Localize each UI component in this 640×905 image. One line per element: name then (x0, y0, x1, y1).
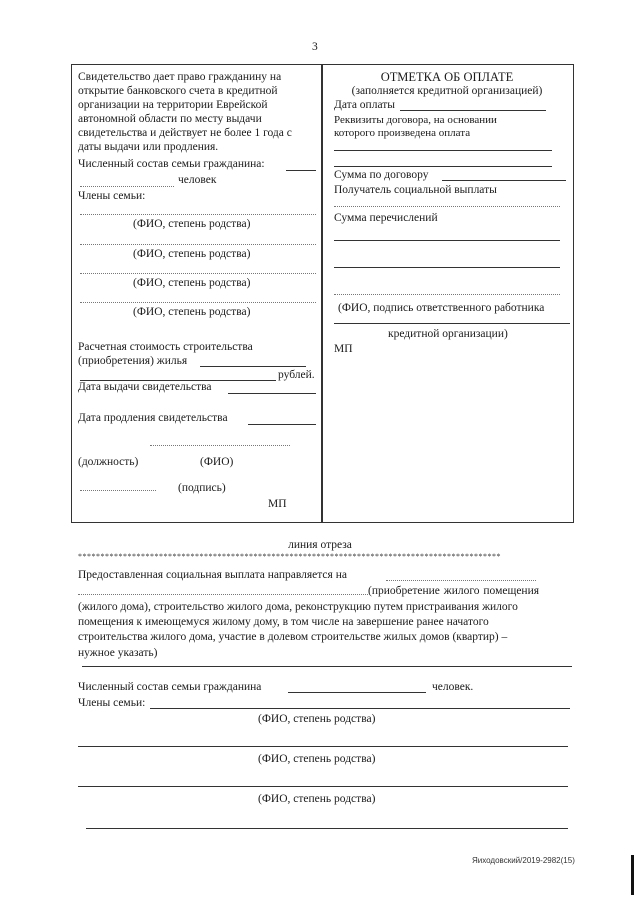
bottom-members-label: Члены семьи: (78, 697, 146, 709)
bottom-member-4-field[interactable] (86, 828, 568, 829)
cost-label-2: (приобретения) жилья (78, 355, 188, 367)
bottom-member-2-caption: (ФИО, степень родства) (258, 753, 376, 765)
page-number: 3 (312, 41, 318, 53)
contract-details-field-2[interactable] (334, 166, 552, 167)
purpose-line-4: помещения к имеющемуся жилому дому, в том числе на завершение ранее начатого (78, 616, 489, 628)
purpose-line-2: (приобретение жилого помещения (368, 585, 540, 597)
signature-field[interactable] (80, 490, 156, 491)
bottom-family-count-field[interactable] (288, 692, 426, 693)
member-2-caption: (ФИО, степень родства) (133, 248, 251, 260)
officer-caption-2: кредитной организации) (388, 328, 508, 340)
purpose-field-3[interactable] (82, 666, 572, 667)
signature-label: (подпись) (178, 482, 226, 494)
intro-line-2: открытие банковского счета в кредитной (78, 85, 278, 97)
member-4-field[interactable] (80, 302, 316, 303)
contract-details-field-1[interactable] (334, 150, 552, 151)
purpose-line-5: строительства жилого дома, участие в долевом строительстве жилых домов (квартир) – (78, 631, 508, 643)
officer-field[interactable] (334, 294, 560, 295)
fio-label: (ФИО) (200, 456, 234, 468)
cost-field-1[interactable] (200, 366, 306, 367)
contract-sum-label: Сумма по договору (334, 169, 429, 181)
scan-edge-mark (631, 855, 634, 895)
left-seal-label: МП (268, 498, 287, 510)
extension-date-label: Дата продления свидетельства (78, 412, 228, 424)
official-field[interactable] (150, 445, 290, 446)
contract-details-1: Реквизиты договора, на основании (334, 114, 497, 126)
rubles-label: рублей. (278, 369, 315, 381)
transfer-sum-field-1[interactable] (334, 240, 560, 241)
bottom-person-label: человек. (432, 681, 474, 693)
member-3-field[interactable] (80, 273, 316, 274)
transfer-sum-label: Сумма перечислений (334, 212, 438, 224)
intro-line-5: свидетельства и действует не более 1 года с (78, 127, 292, 139)
cut-line-stars: ********************************************************************************************** (78, 552, 501, 561)
purpose-line-1: Предоставленная социальная выплата направляется на (78, 569, 347, 581)
intro-line-3: организации на территории Еврейской (78, 99, 268, 111)
issue-date-label: Дата выдачи свидетельства (78, 381, 212, 393)
intro-line-4: автономной области по месту выдачи (78, 113, 262, 125)
payment-date-field[interactable] (400, 110, 546, 111)
member-2-field[interactable] (80, 244, 316, 245)
officer-caption-1: (ФИО, подпись ответственного работника (338, 302, 545, 314)
officer-signature-field[interactable] (334, 323, 570, 324)
bottom-member-3-field[interactable] (78, 786, 568, 787)
members-label: Члены семьи: (78, 190, 146, 202)
family-count-field[interactable] (286, 170, 316, 171)
intro-line-6: даты выдачи или продления. (78, 141, 219, 153)
purpose-line-6: нужное указать) (78, 647, 158, 659)
purpose-field-2[interactable] (78, 594, 368, 595)
payment-date-label: Дата оплаты (334, 99, 395, 111)
extension-date-field[interactable] (248, 424, 316, 425)
bottom-member-1-field[interactable] (150, 708, 570, 709)
cut-line-label: линия отреза (288, 539, 352, 551)
person-label: человек (178, 174, 217, 186)
contract-details-2: которого произведена оплата (334, 127, 471, 139)
position-label: (должность) (78, 456, 139, 468)
member-1-caption: (ФИО, степень родства) (133, 218, 251, 230)
member-4-caption: (ФИО, степень родства) (133, 306, 251, 318)
family-count-value-field[interactable] (80, 186, 174, 187)
cost-label-1: Расчетная стоимость строительства (78, 341, 253, 353)
payment-mark-subtitle: (заполняется кредитной организацией) (351, 85, 543, 97)
purpose-field-1[interactable] (386, 580, 536, 581)
bottom-member-2-field[interactable] (78, 746, 568, 747)
payment-mark-title: ОТМЕТКА ОБ ОПЛАТЕ (380, 70, 514, 84)
bottom-family-count-label: Численный состав семьи гражданина (78, 681, 262, 693)
right-seal-label: МП (334, 343, 353, 355)
bottom-member-3-caption: (ФИО, степень родства) (258, 793, 376, 805)
footer-code: Яиходовский/2019-2982(15) (472, 856, 575, 865)
family-count-label: Численный состав семьи гражданина: (78, 158, 265, 170)
member-1-field[interactable] (80, 214, 316, 215)
purpose-line-3: (жилого дома), строительство жилого дома, реконструкцию путем пристраивания жилого (78, 601, 518, 613)
member-3-caption: (ФИО, степень родства) (133, 277, 251, 289)
intro-line-1: Свидетельство дает право гражданину на (78, 71, 282, 83)
transfer-sum-field-2[interactable] (334, 267, 560, 268)
recipient-field[interactable] (334, 206, 560, 207)
recipient-label: Получатель социальной выплаты (334, 184, 497, 196)
issue-date-field[interactable] (228, 393, 316, 394)
contract-sum-field[interactable] (442, 180, 566, 181)
bottom-member-1-caption: (ФИО, степень родства) (258, 713, 376, 725)
